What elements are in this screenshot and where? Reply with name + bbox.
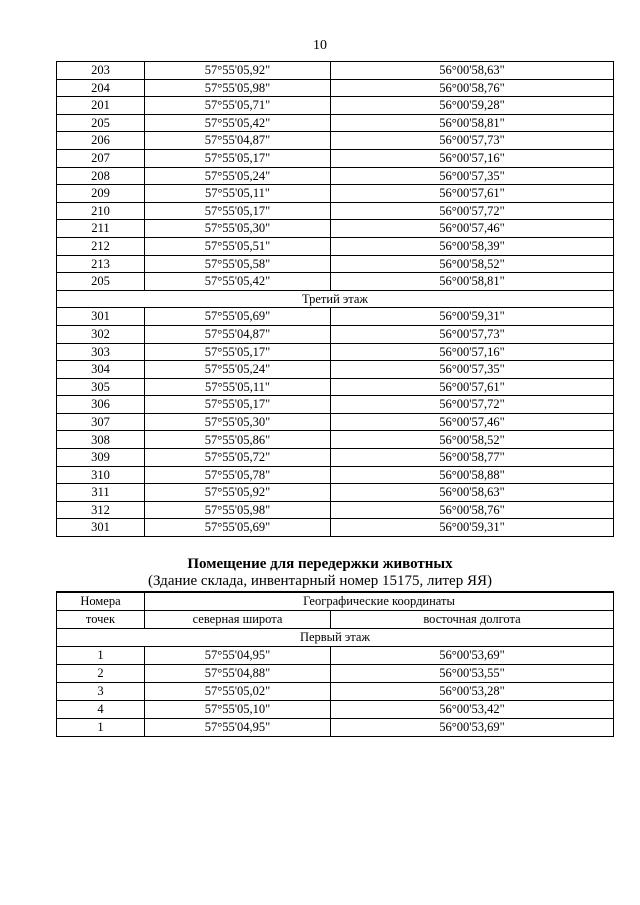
- latitude-cell: 57°55'05,30": [145, 413, 331, 431]
- point-number-cell: 307: [57, 413, 145, 431]
- longitude-cell: 56°00'58,63": [331, 484, 614, 502]
- table-row: [57, 308, 614, 326]
- latitude-cell: 57°55'05,86": [145, 431, 331, 449]
- latitude-cell: 57°55'05,17": [145, 343, 331, 361]
- table-row: [57, 79, 614, 97]
- latitude-cell: 57°55'05,24": [145, 167, 331, 185]
- longitude-cell: 56°00'57,61": [331, 378, 614, 396]
- header-lon: восточная долгота: [331, 611, 614, 629]
- latitude-cell: 57°55'05,98": [145, 79, 331, 97]
- latitude-cell: 57°55'05,17": [145, 202, 331, 220]
- section-row: [57, 629, 614, 647]
- longitude-cell: 56°00'58,76": [331, 79, 614, 97]
- page-number: 10: [313, 38, 327, 53]
- longitude-cell: 56°00'53,42": [331, 701, 614, 719]
- header-row: [57, 592, 614, 611]
- latitude-cell: 57°55'04,87": [145, 325, 331, 343]
- longitude-cell: 56°00'57,61": [331, 185, 614, 203]
- section-row: [57, 290, 614, 308]
- point-number-cell: 1: [57, 719, 145, 737]
- table-row: [57, 396, 614, 414]
- section-subtitle: (Здание склада, инвентарный номер 15175, литер ЯЯ): [148, 573, 492, 589]
- table-row: [57, 484, 614, 502]
- point-number-cell: 301: [57, 519, 145, 537]
- point-number-cell: 305: [57, 378, 145, 396]
- point-number-cell: 208: [57, 167, 145, 185]
- point-number-cell: 212: [57, 237, 145, 255]
- point-number-cell: 203: [57, 62, 145, 80]
- point-number-cell: 312: [57, 501, 145, 519]
- latitude-cell: 57°55'04,88": [145, 665, 331, 683]
- point-number-cell: 3: [57, 683, 145, 701]
- longitude-cell: 56°00'58,88": [331, 466, 614, 484]
- latitude-cell: 57°55'05,42": [145, 273, 331, 291]
- longitude-cell: 56°00'57,72": [331, 396, 614, 414]
- longitude-cell: 56°00'58,39": [331, 237, 614, 255]
- longitude-cell: 56°00'57,46": [331, 220, 614, 238]
- longitude-cell: 56°00'58,63": [331, 62, 614, 80]
- longitude-cell: 56°00'57,16": [331, 149, 614, 167]
- table-row: [57, 501, 614, 519]
- latitude-cell: 57°55'05,24": [145, 361, 331, 379]
- coordinates-table-continued: [56, 61, 614, 537]
- table-row: [57, 167, 614, 185]
- longitude-cell: 56°00'57,73": [331, 325, 614, 343]
- latitude-cell: 57°55'05,30": [145, 220, 331, 238]
- longitude-cell: 56°00'57,73": [331, 132, 614, 150]
- table-row: [57, 97, 614, 115]
- point-number-cell: 302: [57, 325, 145, 343]
- point-number-cell: 304: [57, 361, 145, 379]
- longitude-cell: 56°00'58,52": [331, 431, 614, 449]
- latitude-cell: 57°55'05,92": [145, 484, 331, 502]
- table-row: [57, 343, 614, 361]
- point-number-cell: 4: [57, 701, 145, 719]
- latitude-cell: 57°55'04,87": [145, 132, 331, 150]
- point-number-cell: 211: [57, 220, 145, 238]
- table-row: [57, 273, 614, 291]
- section-label-third-floor: Третий этаж: [57, 290, 614, 308]
- latitude-cell: 57°55'05,11": [145, 185, 331, 203]
- point-number-cell: 213: [57, 255, 145, 273]
- section-title: Помещение для передержки животных: [187, 556, 453, 572]
- header-lat: северная широта: [145, 611, 331, 629]
- longitude-cell: 56°00'58,81": [331, 273, 614, 291]
- point-number-cell: 205: [57, 114, 145, 132]
- longitude-cell: 56°00'59,28": [331, 97, 614, 115]
- latitude-cell: 57°55'05,02": [145, 683, 331, 701]
- point-number-cell: 207: [57, 149, 145, 167]
- table-row: [57, 683, 614, 701]
- table-row: [57, 413, 614, 431]
- table-row: [57, 378, 614, 396]
- table-row: [57, 132, 614, 150]
- point-number-cell: 311: [57, 484, 145, 502]
- longitude-cell: 56°00'53,69": [331, 719, 614, 737]
- latitude-cell: 57°55'04,95": [145, 647, 331, 665]
- point-number-cell: 206: [57, 132, 145, 150]
- table-row: [57, 114, 614, 132]
- table-row: [57, 220, 614, 238]
- point-number-cell: 1: [57, 647, 145, 665]
- table-row: [57, 701, 614, 719]
- table-row: [57, 665, 614, 683]
- point-number-cell: 310: [57, 466, 145, 484]
- longitude-cell: 56°00'53,55": [331, 665, 614, 683]
- latitude-cell: 57°55'05,17": [145, 396, 331, 414]
- point-number-cell: 201: [57, 97, 145, 115]
- longitude-cell: 56°00'53,69": [331, 647, 614, 665]
- latitude-cell: 57°55'05,17": [145, 149, 331, 167]
- longitude-cell: 56°00'57,46": [331, 413, 614, 431]
- longitude-cell: 56°00'59,31": [331, 308, 614, 326]
- header-points-line1: Номера: [57, 592, 145, 611]
- longitude-cell: 56°00'58,52": [331, 255, 614, 273]
- table-row: [57, 431, 614, 449]
- latitude-cell: 57°55'05,51": [145, 237, 331, 255]
- latitude-cell: 57°55'05,42": [145, 114, 331, 132]
- table-row: [57, 255, 614, 273]
- latitude-cell: 57°55'05,78": [145, 466, 331, 484]
- latitude-cell: 57°55'05,11": [145, 378, 331, 396]
- table-row: [57, 466, 614, 484]
- longitude-cell: 56°00'58,77": [331, 449, 614, 467]
- point-number-cell: 306: [57, 396, 145, 414]
- latitude-cell: 57°55'05,58": [145, 255, 331, 273]
- latitude-cell: 57°55'05,72": [145, 449, 331, 467]
- header-row: [57, 611, 614, 629]
- longitude-cell: 56°00'58,81": [331, 114, 614, 132]
- point-number-cell: 309: [57, 449, 145, 467]
- header-points-line2: точек: [57, 611, 145, 629]
- table-row: [57, 237, 614, 255]
- table-row: [57, 325, 614, 343]
- longitude-cell: 56°00'57,16": [331, 343, 614, 361]
- latitude-cell: 57°55'05,71": [145, 97, 331, 115]
- section-label-first-floor: Первый этаж: [57, 629, 614, 647]
- table-row: [57, 361, 614, 379]
- point-number-cell: 210: [57, 202, 145, 220]
- point-number-cell: 303: [57, 343, 145, 361]
- point-number-cell: 308: [57, 431, 145, 449]
- table-row: [57, 202, 614, 220]
- longitude-cell: 56°00'53,28": [331, 683, 614, 701]
- latitude-cell: 57°55'04,95": [145, 719, 331, 737]
- table-row: [57, 149, 614, 167]
- latitude-cell: 57°55'05,92": [145, 62, 331, 80]
- longitude-cell: 56°00'59,31": [331, 519, 614, 537]
- point-number-cell: 205: [57, 273, 145, 291]
- longitude-cell: 56°00'58,76": [331, 501, 614, 519]
- point-number-cell: 204: [57, 79, 145, 97]
- point-number-cell: 301: [57, 308, 145, 326]
- latitude-cell: 57°55'05,69": [145, 519, 331, 537]
- table-row: [57, 719, 614, 737]
- table-row: [57, 185, 614, 203]
- table-row: [57, 449, 614, 467]
- table-row: [57, 519, 614, 537]
- latitude-cell: 57°55'05,69": [145, 308, 331, 326]
- table-row: [57, 62, 614, 80]
- longitude-cell: 56°00'57,72": [331, 202, 614, 220]
- latitude-cell: 57°55'05,98": [145, 501, 331, 519]
- latitude-cell: 57°55'05,10": [145, 701, 331, 719]
- header-geo: Географические координаты: [145, 592, 614, 611]
- point-number-cell: 209: [57, 185, 145, 203]
- point-number-cell: 2: [57, 665, 145, 683]
- longitude-cell: 56°00'57,35": [331, 361, 614, 379]
- longitude-cell: 56°00'57,35": [331, 167, 614, 185]
- coordinates-table-animals: [56, 591, 614, 737]
- table-row: [57, 647, 614, 665]
